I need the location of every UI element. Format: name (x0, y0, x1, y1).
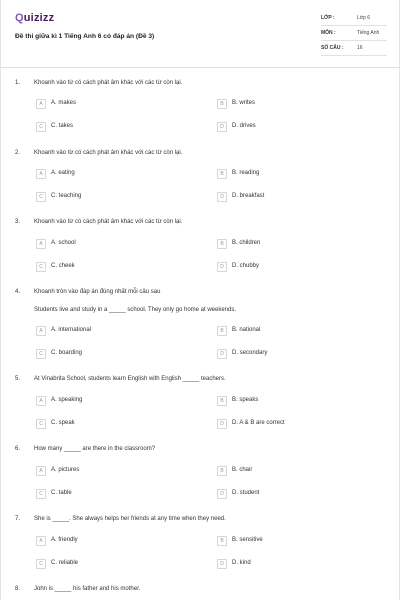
option-text: B. national (232, 327, 261, 333)
option-letter-box: B (217, 99, 227, 109)
option-text: A. school (51, 240, 76, 246)
option-text: A. speaking (51, 397, 83, 403)
question-number: 8. (15, 586, 21, 592)
question-text: Khoanh vào từ có cách phát âm khác với các từ còn lại. (34, 219, 183, 225)
option-letter-box: D (217, 419, 227, 429)
meta-key: MÔN : (321, 30, 336, 36)
option-letter-box: B (217, 536, 227, 546)
meta-value: Tiếng Anh (357, 30, 380, 36)
option-letter-box: C (36, 419, 46, 429)
option-text: D. A & B are correct (232, 420, 285, 426)
question-text: At Vinabrita School, students learn English with English _____ teachers. (34, 376, 226, 382)
option-letter-box: C (36, 192, 46, 202)
option-letter-box: B (217, 396, 227, 406)
option-letter-box: A (36, 536, 46, 546)
option-letter-box: C (36, 262, 46, 272)
meta-key: SỐ CÂU : (321, 45, 344, 51)
option-text: A. makes (51, 100, 77, 106)
option-text: C. table (51, 490, 72, 496)
option-letter-box: C (36, 349, 46, 359)
option-text: C. cheek (51, 263, 75, 269)
option-letter-box: C (36, 122, 46, 132)
option-text: C. boarding (51, 350, 83, 356)
option-letter-box: B (217, 326, 227, 336)
option-text: D. breakfast (232, 193, 265, 199)
option-text: A. pictures (51, 467, 80, 473)
option-letter-box: B (217, 239, 227, 249)
option-letter-box: B (217, 169, 227, 179)
question-text: John is _____ his father and his mother. (34, 586, 141, 592)
question-text: Khoanh tròn vào đáp án đúng nhất mỗi câu sau (34, 289, 161, 295)
option-text: B. reading (232, 170, 260, 176)
option-letter-box: D (217, 559, 227, 569)
option-letter-box: B (217, 466, 227, 476)
meta-key: LỚP : (321, 15, 335, 21)
meta-row-count (321, 42, 387, 56)
question-number: 5. (15, 376, 21, 382)
option-text: A. eating (51, 170, 75, 176)
question-number: 7. (15, 516, 21, 522)
option-text: A. friendly (51, 537, 78, 543)
meta-row-class (321, 12, 387, 26)
question-text: Khoanh vào từ có cách phát âm khác với các từ còn lại. (34, 150, 183, 156)
option-letter-box: A (36, 99, 46, 109)
option-text: C. teaching (51, 193, 82, 199)
worksheet-title: Đề thi giữa kì 1 Tiếng Anh 6 có đáp án (Đề 3) (15, 33, 155, 40)
option-letter-box: D (217, 192, 227, 202)
option-text: C. reliable (51, 560, 79, 566)
option-letter-box: A (36, 396, 46, 406)
question-number: 3. (15, 219, 21, 225)
option-text: D. secondary (232, 350, 268, 356)
question-number: 2. (15, 150, 21, 156)
option-text: C. speak (51, 420, 75, 426)
question-number: 1. (15, 80, 21, 86)
option-text: B. children (232, 240, 261, 246)
option-text: B. speaks (232, 397, 259, 403)
option-letter-box: C (36, 559, 46, 569)
option-letter-box: D (217, 349, 227, 359)
option-letter-box: D (217, 122, 227, 132)
option-letter-box: D (217, 262, 227, 272)
meta-row-subject (321, 27, 387, 41)
option-letter-box: D (217, 489, 227, 499)
question-number: 6. (15, 446, 21, 452)
option-text: B. chair (232, 467, 253, 473)
option-text: D. drives (232, 123, 256, 129)
question-text: She is _____. She always helps her friends at any time when they need. (34, 516, 226, 522)
option-letter-box: C (36, 489, 46, 499)
question-text: How many _____ are there in the classroom? (34, 446, 156, 452)
option-text: B. sensitive (232, 537, 263, 543)
option-text: A. international (51, 327, 92, 333)
meta-value: Lớp 6 (357, 15, 371, 21)
question-text: Khoanh vào từ có cách phát âm khác với các từ còn lại. (34, 80, 183, 86)
option-letter-box: A (36, 466, 46, 476)
meta-value: 16 (357, 45, 363, 51)
option-letter-box: A (36, 239, 46, 249)
option-letter-box: A (36, 326, 46, 336)
option-text: D. student (232, 490, 260, 496)
option-letter-box: A (36, 169, 46, 179)
option-text: C. takes (51, 123, 74, 129)
option-text: B. writes (232, 100, 256, 106)
question-number: 4. (15, 289, 21, 295)
question-stem: Students live and study in a _____ school. They only go home at weekends. (34, 307, 237, 313)
option-text: D. kind (232, 560, 251, 566)
worksheet-header (1, 0, 400, 68)
option-text: D. chubby (232, 263, 260, 269)
quizizz-logo: Quizizz (15, 12, 55, 24)
